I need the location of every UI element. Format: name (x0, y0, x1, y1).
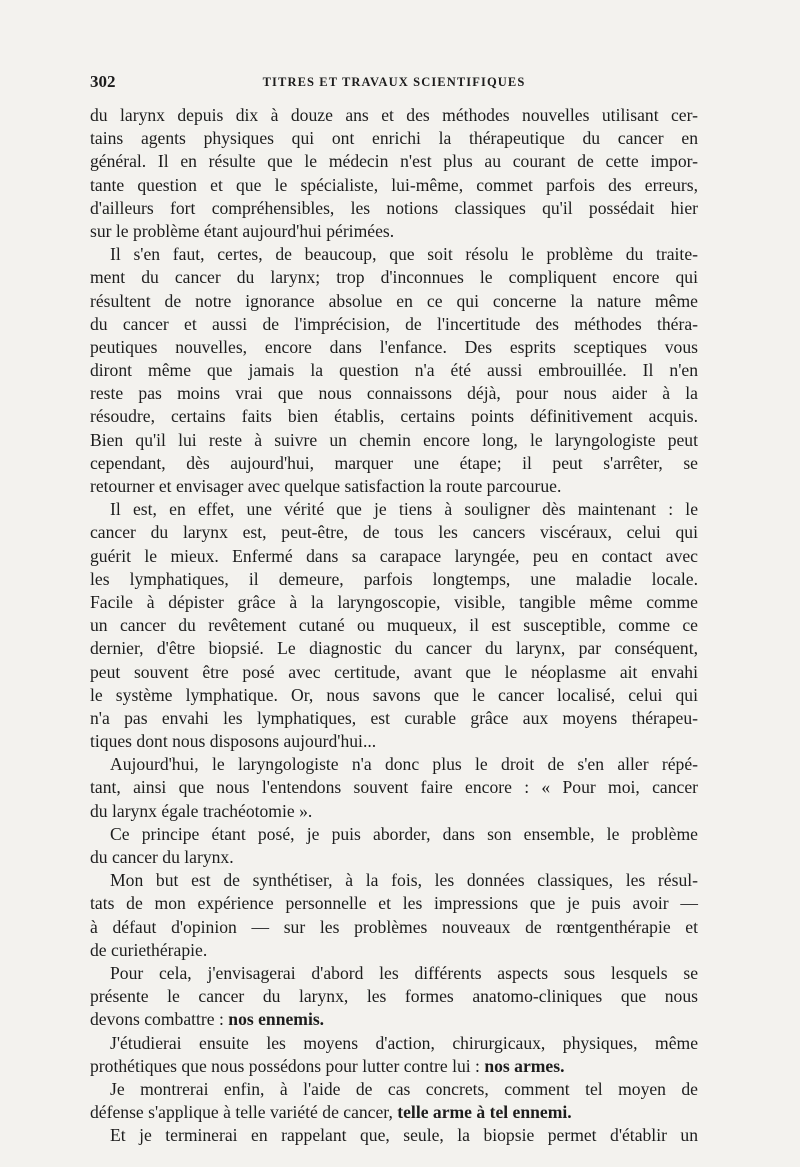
text-line-content: à défaut d'opinion — sur les problèmes nouveaux de rœntgenthérapie et (90, 916, 698, 937)
text-line (90, 707, 698, 730)
text-line (90, 313, 698, 336)
text-line (90, 521, 698, 544)
text-line-content: tiques dont nous disposons aujourd'hui... (90, 731, 377, 752)
text-line-content: cancer du larynx est, peut-être, de tous les cancers viscéraux, celui qui (90, 522, 698, 543)
text-line-content: peutiques nouvelles, encore dans l'enfance. Des esprits sceptiques vous (90, 336, 698, 357)
text-line-content: du larynx depuis dix à douze ans et des méthodes nouvelles utilisant cer- (90, 105, 698, 125)
text-line-content: ment du cancer du larynx; trop d'inconnues le compliquent encore qui (90, 267, 698, 288)
text-line (90, 290, 698, 313)
text-line-content: le système lymphatique. Or, nous savons que le cancer localisé, celui qui (90, 684, 698, 705)
text-line (90, 962, 698, 985)
text-line (90, 382, 698, 405)
running-title: TITRES ET TRAVAUX SCIENTIFIQUES (262, 75, 526, 89)
text-line-content: tant, ainsi que nous l'entendons souvent faire encore : « Pour moi, cancer (90, 777, 698, 798)
bold-emphasis: nos ennemis. (228, 1009, 325, 1030)
text-line (90, 985, 698, 1008)
text-line-content: Il est, en effet, une vérité que je tiens à souligner dès maintenant : le (110, 499, 698, 520)
text-line (90, 359, 698, 382)
text-line (90, 452, 698, 475)
text-line-content: Ce principe étant posé, je puis aborder, dans son ensemble, le problème (110, 823, 698, 844)
text-line (90, 1124, 698, 1147)
text-line-content: cependant, dès aujourd'hui, marquer une étape; il peut s'arrêter, se (90, 452, 698, 473)
text-line (90, 498, 698, 521)
text-line (90, 916, 698, 939)
text-line (90, 475, 698, 498)
body-text (90, 104, 698, 1147)
text-line-content: Mon but est de synthétiser, à la fois, les données classiques, les résul- (110, 870, 698, 891)
text-line-content: retourner et envisager avec quelque satisfaction la route parcourue. (90, 476, 562, 496)
text-line-content: Je montrerai enfin, à l'aide de cas concrets, comment tel moyen de (110, 1078, 698, 1099)
text-line (90, 174, 698, 197)
text-line-content: Facile à dépister grâce à la laryngoscopie, visible, tangible même comme (90, 591, 698, 612)
page-number: 302 (90, 72, 116, 91)
text-line-content: tante question et que le spécialiste, lui-même, commet parfois des erreurs, (90, 174, 698, 195)
text-line-content: général. Il en résulte que le médecin n'est plus au courant de cette impor- (90, 151, 698, 172)
text-line-content: Pour cela, j'envisagerai d'abord les différents aspects sous lesquels se (110, 962, 698, 983)
text-line-content: Aujourd'hui, le laryngologiste n'a donc plus le droit de s'en aller répé- (110, 754, 698, 775)
text-line-content: tats de mon expérience personnelle et les impressions que je puis avoir — (90, 893, 698, 914)
text-line-content: reste pas moins vrai que nous connaissons déjà, pour nous aider à la (90, 383, 698, 404)
text-line (90, 266, 698, 289)
text-line (90, 1055, 698, 1078)
text-line (90, 730, 698, 753)
text-line-content: guérit le mieux. Enfermé dans sa carapace laryngée, peu en contact avec (90, 545, 698, 566)
text-line-content: du larynx égale trachéotomie ». (90, 800, 313, 821)
text-line-content: diront même que jamais la question n'a été aussi embrouillée. Il n'en (90, 360, 698, 381)
text-line (90, 220, 698, 243)
text-line-content: dernier, d'être biopsié. Le diagnostic du cancer du larynx, par conséquent, (90, 638, 698, 659)
text-line-content: Il s'en faut, certes, de beaucoup, que soit résolu le problème du traite- (110, 244, 698, 265)
text-line-content: Et je terminerai en rappelant que, seule, la biopsie permet d'établir un (110, 1125, 698, 1146)
text-line-content: de curiethérapie. (90, 939, 208, 960)
text-line-content: d'ailleurs fort compréhensibles, les notions classiques qu'il possédait hier (90, 197, 698, 218)
text-line-content: J'étudierai ensuite les moyens d'action, chirurgicaux, physiques, même (110, 1032, 698, 1053)
bold-emphasis: nos armes. (484, 1055, 565, 1076)
text-line (90, 150, 698, 173)
text-line-content: du cancer et aussi de l'imprécision, de l'incertitude des méthodes théra- (90, 313, 698, 334)
text-line (90, 892, 698, 915)
text-line (90, 753, 698, 776)
text-line-content: résoudre, certains faits bien établis, certains points définitivement acquis. (90, 406, 698, 427)
text-line (90, 197, 698, 220)
text-line (90, 661, 698, 684)
text-line (90, 405, 698, 428)
bold-emphasis: telle arme à tel ennemi. (397, 1102, 572, 1123)
text-line (90, 104, 698, 127)
text-line-content: tains agents physiques qui ont enrichi la thérapeutique du cancer en (90, 128, 698, 149)
text-line (90, 1101, 698, 1124)
page-header (90, 72, 698, 96)
text-line (90, 684, 698, 707)
text-line (90, 429, 698, 452)
text-line (90, 1078, 698, 1101)
text-line (90, 846, 698, 869)
text-line (90, 823, 698, 846)
text-line (90, 869, 698, 892)
text-line (90, 637, 698, 660)
text-line (90, 568, 698, 591)
text-line-content: présente le cancer du larynx, les formes anatomo-cliniques que nous (90, 986, 698, 1007)
text-line-content: un cancer du revêtement cutané ou muqueux, il est susceptible, comme ce (90, 615, 698, 636)
text-line-content: n'a pas envahi les lymphatiques, est curable grâce aux moyens thérapeu- (90, 707, 698, 728)
text-line (90, 614, 698, 637)
text-line-content: du cancer du larynx. (90, 847, 234, 867)
text-line-content: résultent de notre ignorance absolue en ce qui concerne la nature même (90, 290, 698, 311)
text-line (90, 545, 698, 568)
text-line (90, 1008, 698, 1031)
text-line-content: peut souvent être posé avec certitude, avant que le néoplasme ait envahi (90, 661, 698, 682)
text-line-content: défense s'applique à telle variété de cancer, (90, 1102, 398, 1123)
text-line-content: les lymphatiques, il demeure, parfois longtemps, une maladie locale. (90, 568, 698, 589)
text-line (90, 776, 698, 799)
text-line (90, 939, 698, 962)
text-line (90, 1032, 698, 1055)
text-line (90, 243, 698, 266)
text-line (90, 127, 698, 150)
text-line-content: devons combattre : (90, 1009, 229, 1030)
text-line (90, 800, 698, 823)
text-line (90, 591, 698, 614)
text-line-content: sur le problème étant aujourd'hui périmées. (90, 220, 395, 241)
text-line-content: prothétiques que nous possédons pour lutter contre lui : (90, 1055, 485, 1076)
text-line-content: Bien qu'il lui reste à suivre un chemin encore long, le laryngologiste peut (90, 429, 698, 450)
text-line (90, 336, 698, 359)
